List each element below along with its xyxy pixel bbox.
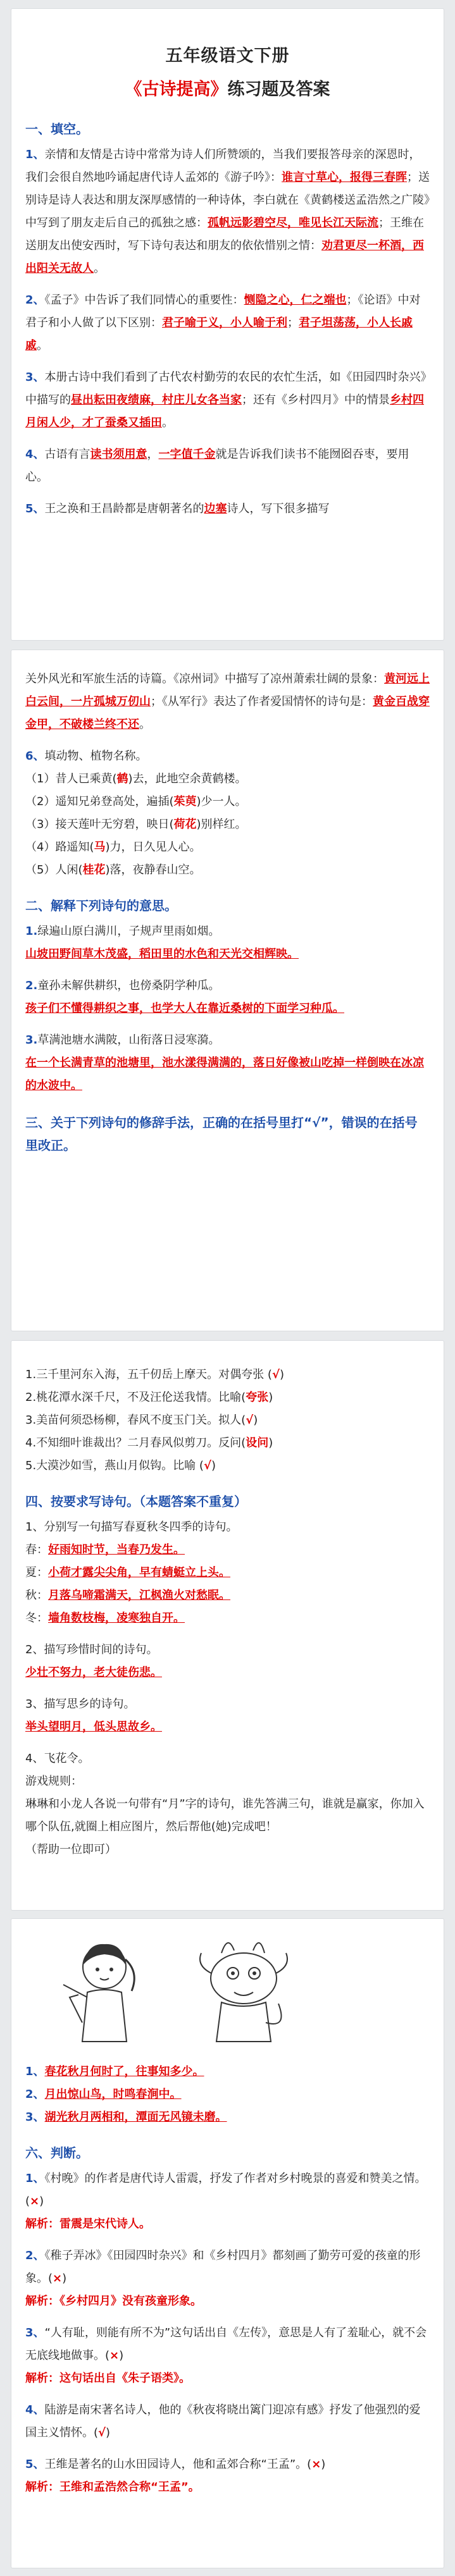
page-3 xyxy=(11,1341,444,1910)
q-text: ；送别诗是诗人表达和朋友深厚感情的一种诗体，李白就在《黄鹤楼送孟浩然之广陵》中写到了朋友走后自己的孤独之感： xyxy=(25,171,430,230)
line-text: （1）昔人已乘黄( xyxy=(25,772,117,786)
q-text: 本册古诗中我们看到了古代农村勤劳的农民的农忙生活，如《田园四时杂兴》中描写的 xyxy=(25,371,427,407)
q-number: 1、 xyxy=(25,2065,45,2078)
q-number: 2、 xyxy=(25,293,45,307)
answer: 劝君更尽一杯酒，西出阳关无故人 xyxy=(25,239,424,275)
q-text: ；《从军行》表达了作者爱国情怀的诗句是： xyxy=(151,695,373,708)
rule-label: 游戏规则： xyxy=(25,1775,82,1788)
line-text: （5）人闲( xyxy=(25,863,83,877)
q-number: 4. xyxy=(25,1436,37,1450)
answer: 马 xyxy=(94,841,106,854)
q-text: 就是告诉我们读书不能囫囵吞枣，要用心。 xyxy=(25,448,409,484)
judge-explanation xyxy=(25,2367,430,2390)
q-number: 4、 xyxy=(25,2403,45,2417)
line-text: )力，日久见人心。 xyxy=(105,841,201,854)
explain-label: 解析： xyxy=(25,2480,59,2494)
season-key: 秋： xyxy=(25,1589,48,1602)
explain-question xyxy=(25,920,430,943)
q-text: 4、飞花令。 xyxy=(25,1752,90,1765)
answer: 茱萸 xyxy=(173,795,197,808)
answer: √ xyxy=(203,1459,211,1472)
answer: √ xyxy=(246,1414,254,1427)
game-rule-text xyxy=(25,1793,430,1839)
q-number: 2. xyxy=(25,1391,37,1404)
explain-text: 这句话出自《朱子语类》。 xyxy=(59,2372,190,2385)
question-2 xyxy=(25,289,430,357)
q-number: 5、 xyxy=(25,502,45,515)
judge-mark: × xyxy=(311,2458,321,2471)
q-text: 1、分别写一句描写春夏秋冬四季的诗句。 xyxy=(25,1520,238,1534)
q-text: ) xyxy=(62,2272,67,2285)
question-5-continued xyxy=(25,668,430,736)
q-text: ) xyxy=(211,1459,216,1472)
answer: 昼出耘田夜绩麻，村庄儿女各当家 xyxy=(71,393,242,407)
question-3 xyxy=(25,366,430,434)
answer: 孤帆远影碧空尽，唯见长江天际流 xyxy=(208,216,378,230)
fill-line xyxy=(25,791,430,813)
explain-text: 雷震是宋代诗人。 xyxy=(59,2217,151,2231)
explain-answer xyxy=(25,1052,430,1097)
q-text: 《村晚》的作者是唐代诗人雷震，抒发了作者对乡村晚景的喜爱和赞美之情。( xyxy=(25,2172,427,2208)
q-number: 3. xyxy=(25,1414,37,1427)
question-6 xyxy=(25,745,430,768)
judge-item xyxy=(25,2453,430,2476)
answer: 一字值千金 xyxy=(158,448,216,461)
q-number: 4、 xyxy=(25,448,45,461)
help-text: （帮助一位即可） xyxy=(25,1843,116,1856)
illustration-area xyxy=(25,1934,430,2061)
q-text: 《孟子》中告诉了我们同情心的重要性： xyxy=(44,293,244,307)
line-text: （3）接天莲叶无穷碧，映日( xyxy=(25,818,174,831)
season-line xyxy=(25,1584,430,1607)
q-text: 绿遍山原白满川，子规声里雨如烟。 xyxy=(37,925,220,938)
game-rule-label xyxy=(25,1770,430,1793)
answer: 谁言寸草心，报得三春晖 xyxy=(282,171,407,184)
question-4 xyxy=(25,443,430,489)
line-text: （2）遥知兄弟登高处，遍插( xyxy=(25,795,174,808)
line-text: )别样红。 xyxy=(196,818,247,831)
q-text: 3、描写思乡的诗句。 xyxy=(25,1698,135,1711)
q-number: 2、 xyxy=(25,2249,45,2262)
fill-line xyxy=(25,813,430,836)
q-number: 3. xyxy=(25,1033,38,1047)
answer: 山坡田野间草木茂盛，稻田里的水色和天光交相辉映。 xyxy=(25,947,299,961)
game-help xyxy=(25,1839,430,1861)
explain-answer xyxy=(25,997,430,1020)
q-text: 桃花潭水深千尺，不及汪伦送我情。比喻( xyxy=(36,1391,246,1404)
judge-mark: √ xyxy=(98,2426,106,2439)
answer: 君子坦荡荡，小人长戚戚 xyxy=(25,316,413,352)
season-line xyxy=(25,1607,430,1630)
write-question-4 xyxy=(25,1747,430,1770)
answer: 荷花 xyxy=(173,818,197,831)
section-fill-blanks: 一、填空。 xyxy=(25,121,89,137)
rhetoric-item xyxy=(25,1364,430,1386)
game-answer xyxy=(25,2061,430,2083)
game-answer xyxy=(25,2106,430,2129)
answer: 在一个长满青草的池塘里，池水漾得满满的，落日好像被山吃掉一样倒映在冰凉的水波中。 xyxy=(25,1056,424,1092)
q-text: 《稚子弄冰》《田园四时杂兴》和《乡村四月》都刻画了勤劳可爱的孩童的形象。( xyxy=(25,2249,421,2285)
q-text: “人有耻，则能有所不为”这句话出自《左传》，意思是人有了羞耻心，就不会无底线地做事。( xyxy=(25,2326,427,2362)
question-5 xyxy=(25,498,430,521)
q-number: 1. xyxy=(25,1368,37,1381)
explain-answer xyxy=(25,943,430,966)
q-text: 陆游是南宋著名诗人，他的《秋夜将晓出篱门迎凉有感》抒发了他强烈的爱国主义情怀。( xyxy=(25,2403,421,2439)
girl-illustration xyxy=(51,1934,158,2054)
q-text: 填动物、植物名称。 xyxy=(44,749,147,763)
section-judge: 六、判断。 xyxy=(25,2145,89,2160)
q-text: ) xyxy=(279,1368,284,1381)
dragon-illustration xyxy=(184,1934,297,2054)
answer: 湖光秋月两相和，潭面无风镜未磨。 xyxy=(44,2111,227,2124)
q-text: ) xyxy=(268,1391,273,1404)
q-text: 2、描写珍惜时间的诗句。 xyxy=(25,1643,158,1656)
write-answer-3 xyxy=(25,1716,430,1739)
q-text: ) xyxy=(253,1414,258,1427)
answer: 君子喻于义，小人喻于利 xyxy=(162,316,287,330)
answer: √ xyxy=(271,1368,280,1381)
answer: 少壮不努力，老大徒伤悲。 xyxy=(25,1666,162,1679)
answer: 月落乌啼霜满天，江枫渔火对愁眠。 xyxy=(48,1589,230,1602)
q-number: 6、 xyxy=(25,749,45,763)
q-number: 2、 xyxy=(25,2088,45,2101)
q-text: 王维是著名的山水田园诗人，他和孟郊合称“王孟”。( xyxy=(44,2458,312,2471)
answer: 黄金百战穿金甲，不破楼兰终不还 xyxy=(25,695,430,731)
judge-explanation xyxy=(25,2290,430,2313)
rhetoric-item xyxy=(25,1432,430,1455)
line-text: )去，此地空余黄鹤楼。 xyxy=(128,772,247,786)
answer: 桂花 xyxy=(82,863,106,877)
question-1 xyxy=(25,144,430,280)
q-text: 童孙未解供耕织，也傍桑阴学种瓜。 xyxy=(37,979,220,992)
q-number: 1、 xyxy=(25,2172,45,2185)
q-number: 1、 xyxy=(25,148,45,161)
q-text: 美苗何须恐杨柳，春风不度玉门关。拟人( xyxy=(36,1414,246,1427)
q-text: ) xyxy=(39,2195,44,2208)
answer: 春花秋月何时了，往事知多少。 xyxy=(44,2065,204,2078)
write-answer-2 xyxy=(25,1661,430,1684)
season-line xyxy=(25,1562,430,1584)
rhetoric-item xyxy=(25,1386,430,1409)
season-key: 春： xyxy=(25,1543,48,1556)
q-text: 王之涣和王昌龄都是唐朝著名的 xyxy=(44,502,204,515)
q-text: 三千里河东入海，五千仞岳上摩天。对偶夸张 ( xyxy=(36,1368,272,1381)
explain-text: 《乡村四月》没有孩童形象。 xyxy=(59,2295,202,2308)
answer: 好雨知时节，当春乃发生。 xyxy=(48,1543,185,1556)
rule-text: 琳琳和小龙人各说一句带有“月”字的诗句，谁先答满三句，谁就是赢家，你加入哪个队伍,就圈上相应图片，然后帮他(她)完成吧！ xyxy=(25,1797,425,1833)
answer: 恻隐之心，仁之端也 xyxy=(244,293,347,307)
answer: 边塞 xyxy=(204,502,227,515)
explain-label: 解析： xyxy=(25,2372,59,2385)
q-text: ) xyxy=(106,2426,111,2439)
q-number: 1. xyxy=(25,925,38,938)
fill-line xyxy=(25,768,430,791)
explain-label: 解析： xyxy=(25,2217,59,2231)
q-text: 大漠沙如雪，燕山月似钩。比喻 ( xyxy=(36,1459,204,1472)
fill-line xyxy=(25,859,430,882)
q-text: ) xyxy=(119,2349,124,2362)
q-number: 3、 xyxy=(25,371,45,384)
judge-mark: × xyxy=(53,2272,63,2285)
line-text: （4）路遥知( xyxy=(25,841,94,854)
judge-item xyxy=(25,2167,430,2213)
rhetoric-item xyxy=(25,1455,430,1477)
q-text: 亲情和友情是古诗中常常为诗人们所赞颂的，当我们要报答母亲的深恩时，我们会很自然地吟诵起唐代诗人孟郊的《游子吟》： xyxy=(25,148,421,184)
page-4 xyxy=(11,1919,444,2568)
line-text: )落，夜静春山空。 xyxy=(105,863,201,877)
answer: 设问 xyxy=(246,1436,269,1450)
judge-item xyxy=(25,2322,430,2367)
judge-item xyxy=(25,2245,430,2290)
q-number: 3、 xyxy=(25,2111,45,2124)
game-answer xyxy=(25,2083,430,2106)
write-question-3 xyxy=(25,1693,430,1716)
q-text: 。 xyxy=(139,718,151,731)
explain-label: 解析： xyxy=(25,2295,59,2308)
answer: 黄河远上白云间，一片孤城万仞山 xyxy=(25,672,430,708)
answer: 夸张 xyxy=(246,1391,269,1404)
judge-mark: × xyxy=(109,2349,120,2362)
fill-line xyxy=(25,836,430,859)
q-text: 。 xyxy=(94,262,105,275)
q-text: 诗人，写下很多描写 xyxy=(227,502,330,515)
judge-explanation xyxy=(25,2476,430,2499)
answer: 月出惊山鸟，时鸣春涧中。 xyxy=(44,2088,182,2101)
q-text: ) xyxy=(321,2458,326,2471)
write-question-1 xyxy=(25,1516,430,1539)
judge-item xyxy=(25,2399,430,2444)
rhetoric-item xyxy=(25,1409,430,1432)
answer: 孩子们不懂得耕织之事，也学大人在靠近桑树的下面学习种瓜。 xyxy=(25,1002,344,1015)
explain-text: 王维和孟浩然合称“王孟”。 xyxy=(59,2480,200,2494)
answer: 小荷才露尖尖角，早有蜻蜓立上头。 xyxy=(48,1566,230,1579)
q-number: 5、 xyxy=(25,2458,45,2471)
q-text: ；还有《乡村四月》中的情景 xyxy=(242,393,390,407)
season-key: 夏： xyxy=(25,1566,48,1579)
q-text: 关外风光和军旅生活的诗篇。《凉州词》中描写了凉州萧索壮阔的景象： xyxy=(25,672,384,686)
q-text: 不知细叶谁裁出？二月春风似剪刀。反问( xyxy=(36,1436,246,1450)
section-write-poems: 四、按要求写诗句。（本题答案不重复） xyxy=(25,1494,247,1509)
judge-explanation xyxy=(25,2213,430,2236)
q-text: ；王维在送朋友出使安西时，写下诗句表达和朋友的依依惜别之情： xyxy=(25,216,424,252)
q-number: 3、 xyxy=(25,2326,45,2339)
q-text: 。 xyxy=(162,416,173,429)
q-text: 古语有言 xyxy=(44,448,90,461)
explain-question xyxy=(25,975,430,997)
q-text: ， xyxy=(147,448,159,461)
line-text: )少一人。 xyxy=(196,795,247,808)
answer: 墙角数枝梅，凌寒独自开。 xyxy=(48,1612,185,1625)
doc-subtitle xyxy=(25,75,430,100)
section-explain: 二、解释下列诗句的意思。 xyxy=(25,898,177,913)
explain-question xyxy=(25,1029,430,1052)
section-rhetoric: 三、关于下列诗句的修辞手法，正确的在括号里打“√”，错误的在括号里改正。 xyxy=(25,1115,418,1153)
season-key: 冬： xyxy=(25,1612,48,1625)
write-question-2 xyxy=(25,1639,430,1661)
q-text: ) xyxy=(268,1436,273,1450)
q-text: 。 xyxy=(37,339,48,352)
answer: 乡村四月闲人少，才了蚕桑又插田 xyxy=(25,393,424,429)
answer: 读书须用意 xyxy=(90,448,147,461)
q-text: ；《论语》中对君子和小人做了以下区别： xyxy=(25,293,421,330)
q-text: ； xyxy=(287,316,299,330)
q-number: 5. xyxy=(25,1459,37,1472)
page-1 xyxy=(11,9,444,640)
page-2 xyxy=(11,650,444,1331)
q-number: 2. xyxy=(25,979,38,992)
season-line xyxy=(25,1539,430,1562)
q-text: 草满池塘水满陂，山衔落日浸寒漪。 xyxy=(37,1033,220,1047)
answer: 鹤 xyxy=(116,772,128,786)
answer: 举头望明月，低头思故乡。 xyxy=(25,1720,162,1734)
doc-title: 五年级语文下册 xyxy=(165,46,290,66)
subtitle-quote: 《古诗提高》 xyxy=(125,80,228,99)
judge-mark: × xyxy=(30,2195,40,2208)
subtitle-rest: 练习题及答案 xyxy=(227,80,330,99)
